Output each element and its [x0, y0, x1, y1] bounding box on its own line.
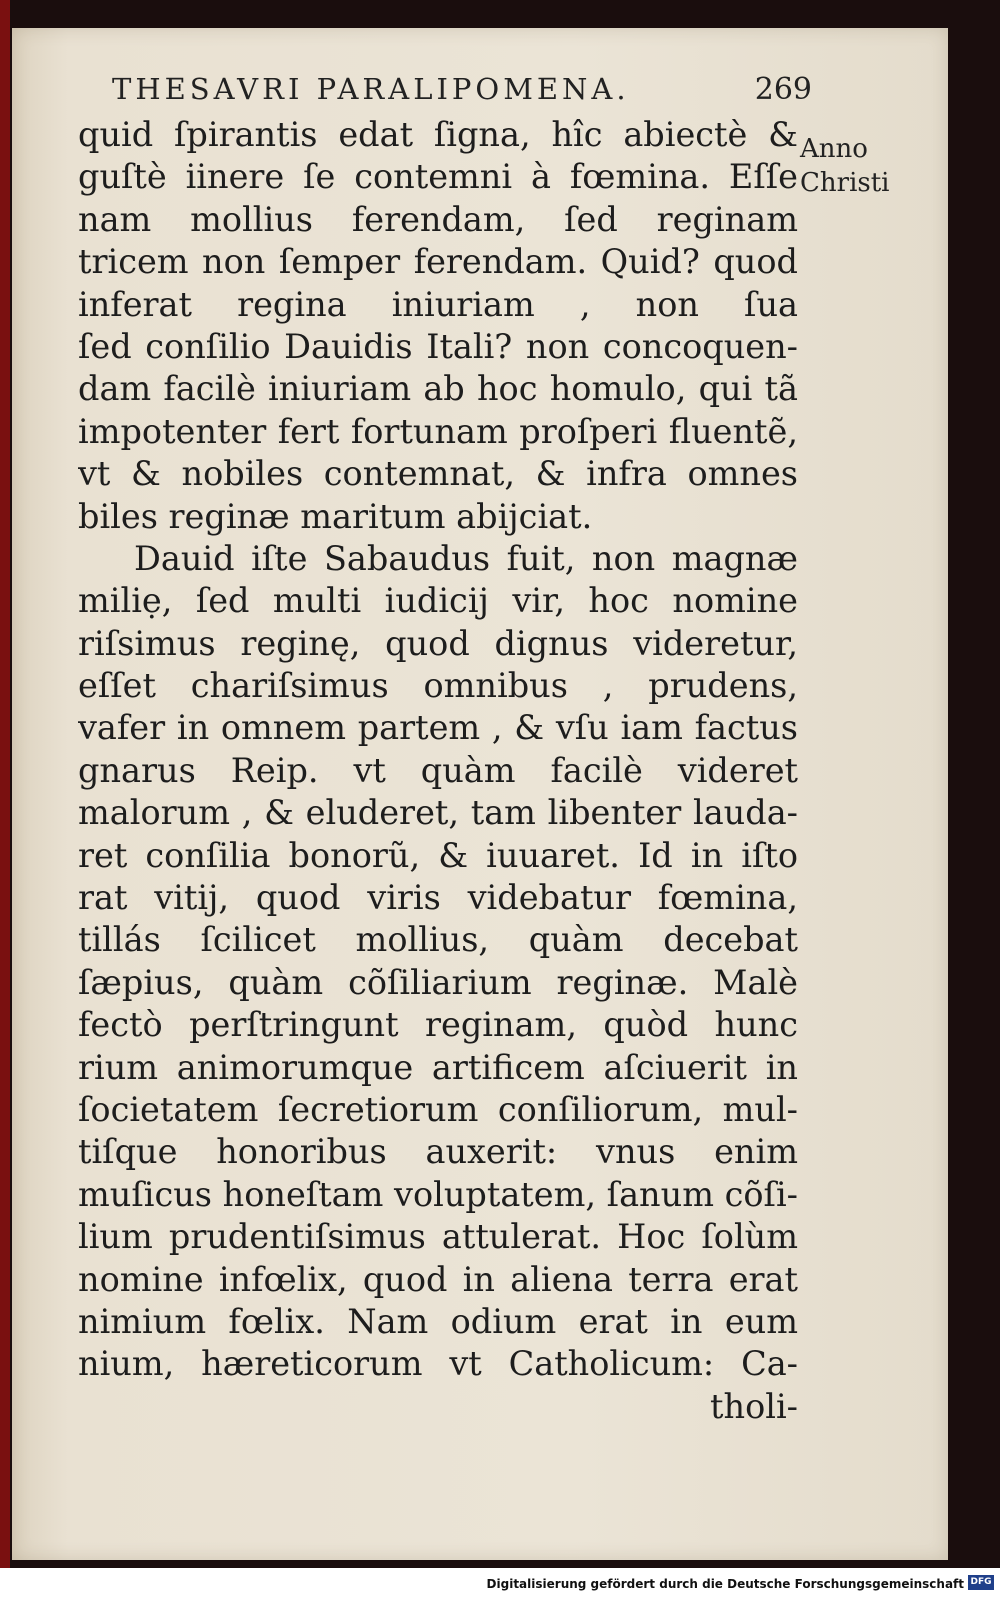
text-line: tillás ſcilicet mollius, quàm decebat [78, 920, 798, 960]
text-line: gnarus Reip. vt quàm facilè videret [78, 750, 798, 790]
text-line: Dauid iſte Sabaudus fuit, non magnæ [134, 538, 798, 578]
text-line: tholi- [710, 1386, 798, 1426]
marginal-note-line: Anno [800, 134, 868, 164]
text-line: eſſet chariſsimus omnibus , prudens, [78, 666, 798, 706]
text-line: nimium fœlix. Nam odium erat in eum [78, 1301, 798, 1341]
text-line: lium prudentiſsimus attulerat. Hoc ſolùm [78, 1217, 798, 1257]
text-line: impotenter fert fortunam proſperi fluentẽ, [78, 411, 798, 451]
text-line: dam facilè iniuriam ab hoc homulo, qui tã [78, 369, 798, 409]
scan-edge [0, 0, 10, 1568]
text-line: muſicus honeſtam voluptatem, ſanum cõſi- [78, 1174, 798, 1214]
text-line: inferat regina iniuriam , non ſua [78, 284, 798, 324]
text-line: tricem non ſemper ferendam. Quid? quod [78, 242, 798, 282]
text-line: ſæpius, quàm cõſiliarium reginæ. Malè [78, 962, 798, 1002]
page-number: 269 [754, 71, 812, 107]
text-line: vafer in omnem partem , & vſu iam factus [78, 708, 798, 748]
text-line: vt & nobiles contemnat, & infra omnes [78, 454, 798, 494]
text-line: nium, hæreticorum vt Catholicum: Ca- [78, 1344, 798, 1384]
text-line: ret conſilia bonorũ, & iuuaret. Id in iſto [78, 835, 798, 875]
dfg-logo: DFG [968, 1575, 994, 1590]
body-text [78, 114, 798, 1428]
marginal-note-line: Christi [800, 168, 890, 198]
text-line: rium animorumque artificem aſciuerit in [78, 1047, 798, 1087]
text-line: nomine infœlix, quod in aliena terra erat [78, 1259, 798, 1299]
text-line: nam mollius ferendam, ſed reginam [78, 199, 798, 239]
running-head-title: THESAVRI PARALIPOMENA. [112, 72, 630, 106]
text-line: malorum , & eluderet, tam libenter lauda- [78, 793, 798, 833]
text-line: ſed conſilio Dauidis Itali? non concoquen- [78, 326, 798, 366]
text-line: miliẹ, ſed multi iudicij vir, hoc nomine [78, 581, 798, 621]
text-line: biles reginæ maritum abijciat. [78, 496, 593, 536]
text-line: riſsimus reginę, quod dignus videretur, [78, 623, 798, 663]
text-line: fectò perſtringunt reginam, quòd hunc [78, 1005, 798, 1045]
marginal-note [800, 132, 910, 200]
text-line: quid ſpirantis edat ſigna, hîc abiectè & [78, 115, 798, 154]
text-line: guſtè iinere ſe contemni à fœmina. Eſſe [78, 157, 798, 197]
text-line: rat vitij, quod viris videbatur fœmina, [78, 878, 798, 918]
text-line: tiſque honoribus auxerit: vnus enim [78, 1132, 798, 1172]
running-head [112, 66, 812, 112]
footer-credit: Digitalisierung gefördert durch die Deutsche Forschungsgemeinschaft [486, 1577, 964, 1591]
text-line: ſocietatem ſecretiorum conſiliorum, mul- [78, 1089, 798, 1129]
book-page [12, 28, 948, 1560]
